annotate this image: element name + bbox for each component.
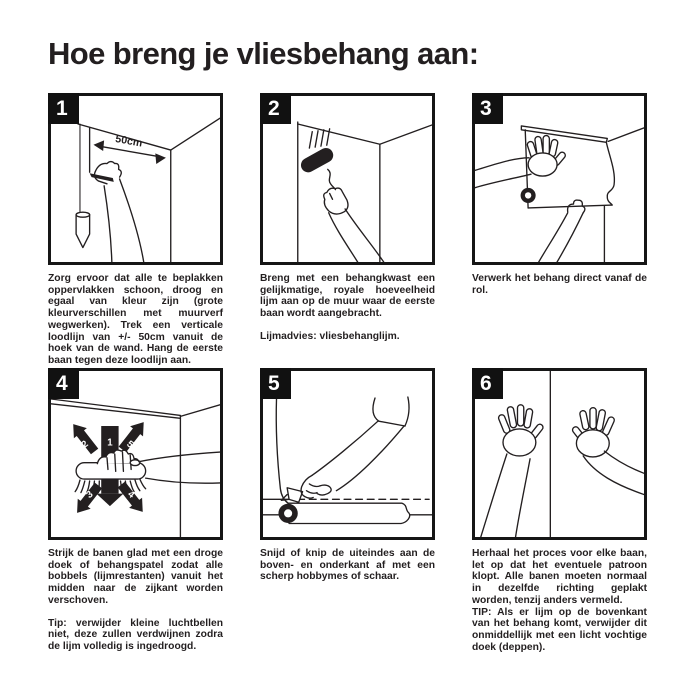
step-4-number-badge: 4 (48, 368, 79, 399)
svg-text:5: 5 (124, 438, 136, 451)
step-4 (48, 368, 223, 653)
step-1 (48, 93, 223, 367)
pressing-hand-icon (475, 136, 567, 188)
knife-hand-icon (281, 397, 409, 502)
step-2-number-badge: 2 (260, 93, 291, 124)
step-6-panel (472, 368, 647, 540)
hand-with-pencil-icon (90, 162, 144, 262)
step-2 (260, 93, 435, 343)
svg-text:1: 1 (107, 437, 113, 449)
step-5-panel (260, 368, 435, 540)
step-6-caption: Herhaal het proces voor elke baan, let op dat het eventuele patroon klopt. Alle banen moeten normaal in dezelfde richting geplakt worden, tenzij anders vermeld. TIP: Als er lijm op de bovenkant van het behang komt, verwijder dit onmiddellijk met een licht vochtige doek (deppen). (472, 548, 647, 653)
step-1-number-badge: 1 (48, 93, 79, 124)
step-2-panel (260, 93, 435, 265)
step-3 (472, 93, 647, 296)
right-hand-icon (571, 408, 644, 495)
plumb-bob-icon (76, 212, 90, 247)
step-3-caption: Verwerk het behang direct vanaf de rol. (472, 273, 647, 296)
page-title: Hoe breng je vliesbehang aan: (48, 36, 479, 71)
wallpaper-roll-body (288, 503, 410, 523)
step-5 (260, 368, 435, 583)
step-3-panel (472, 93, 647, 265)
step-5-number-badge: 5 (260, 368, 291, 399)
holding-hand-icon (539, 200, 585, 262)
roll-end-icon (278, 504, 297, 523)
svg-text:3: 3 (84, 488, 96, 501)
left-hand-icon (481, 405, 544, 537)
step-1-panel (48, 93, 223, 265)
distance-arrow-icon (93, 133, 165, 164)
step-1-caption: Zorg ervoor dat alle te beplakken oppervlakken schoon, droog en egaal van kleur zijn (grote kleurverschillen met muurverf wegwerken). Trek een verticale loodlijn van +/- 50cm vanuit de hoek van de wand. Hang de eerste baan tegen deze loodlijn aan. (48, 273, 223, 366)
step-6 (472, 368, 647, 653)
distance-label: 50cm (114, 133, 144, 150)
step-5-caption: Snijd of knip de uiteindes aan de boven- en onderkant af met een scherp hobbymes of schaar. (260, 548, 435, 583)
step-4-panel (48, 368, 223, 540)
paint-roller-icon (298, 145, 335, 189)
hand-arm-icon (324, 188, 384, 262)
svg-text:2: 2 (79, 438, 91, 451)
wallpaper-roll-icon (521, 188, 536, 203)
step-6-number-badge: 6 (472, 368, 503, 399)
step-3-number-badge: 3 (472, 93, 503, 124)
svg-text:4: 4 (125, 488, 137, 501)
step-4-caption: Strijk de banen glad met een droge doek of behangspatel zodat alle bobbels (lijmrestanten) vanuit het midden naar de zijkant worden verschoven. Tip: verwijder kleine luchtbellen niet, deze zullen verdwijnen zodra de lijm volledig is ingedroogd. (48, 548, 223, 652)
step-2-caption: Breng met een behangkwast een gelijkmatige, royale hoeveelheid lijm aan op de muur waar de eerste baan wordt aangebracht. Lijmadvies: vliesbehanglijm. (260, 273, 435, 342)
